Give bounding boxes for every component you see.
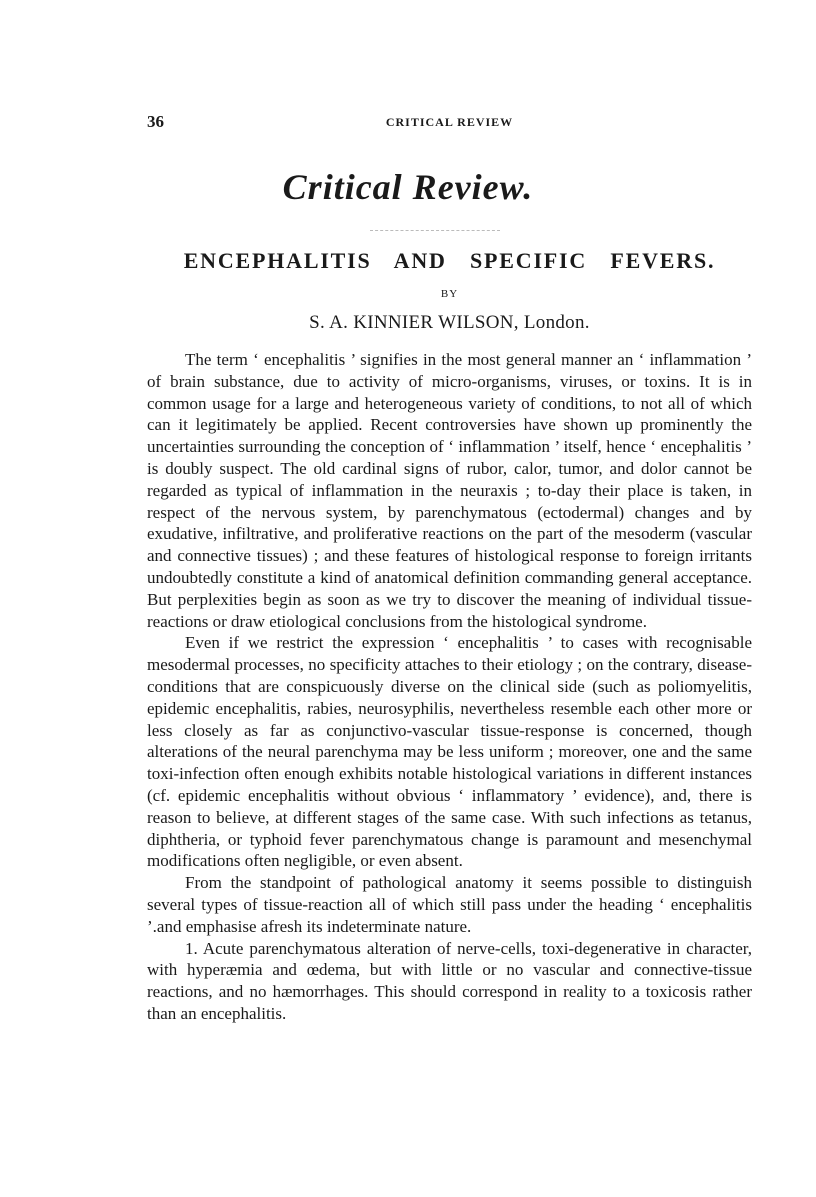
byline: BY — [440, 288, 459, 300]
article-body — [147, 349, 752, 1025]
running-title: CRITICAL REVIEW — [385, 115, 514, 129]
article-title: ENCEPHALITIS AND SPECIFIC FEVERS. — [183, 248, 716, 273]
paragraph: Even if we restrict the expression ‘ encephalitis ’ to cases with recognisable mesodermal processes, no specificity attaches to their etiology ; on the contrary, disease-conditions that are conspicuously diverse on the clinical side (such as poliomyelitis, epidemic encephalitis, rabies, neurosyphilis, nevertheless resemble each other more or less closely as far as conjunctivo-vascular tissue-response is concerned, though alterations of the neural parenchyma may be less uniform ; moreover, one and the same toxi-infection often enough exhibits notable histological variations in different instances (cf. epidemic encephalitis without obvious ‘ inflammatory ’ evidence), and, there is reason to believe, at different stages of the same case. With such infections as tetanus, diphtheria, or typhoid fever parenchymatous change is paramount and mesenchymal modifications often negligible, or even absent. — [147, 633, 752, 871]
running-head — [147, 112, 752, 132]
paragraph: 1. Acute parenchymatous alteration of nerve-cells, toxi-degenerative in character, with hyperæmia and œdema, but with little or no vascular and connective-tissue reactions, and no hæmorrhages. This should correspond in reality to a toxicosis rather than an encephalitis. — [147, 938, 752, 1023]
paragraph: The term ‘ encephalitis ’ signifies in the most general manner an ‘ inflammation ’ of brain substance, due to activity of micro-organisms, viruses, or toxins. It is in common usage for a large and heterogeneous variety of conditions, to not all of which can it legitimately be applied. Recent controversies have shown up prominently the uncertainties surrounding the conception of ‘ inflammation ’ itself, hence ‘ encephalitis ’ is doubly suspect. The old cardinal signs of rubor, calor, tumor, and dolor cannot be regarded as typical of inflammation in the neuraxis ; to-day their place is taken, in respect of the nervous system, by parenchymatous (ectodermal) changes and by exudative, infiltrative, and proliferative reactions on the part of the mesoderm (vascular and connective tissues) ; and these features of histological response to foreign irritants undoubtedly constitute a kind of anatomical definition commanding general acceptance. But perplexities begin as soon as we try to discover the meaning of individual tissue-reactions or draw etiological conclusions from the histological syndrome. — [147, 350, 752, 631]
page-number: 36 — [147, 112, 164, 131]
author-name: S. A. KINNIER WILSON, London. — [309, 312, 590, 333]
section-heading: Critical Review. — [282, 167, 534, 207]
ornamental-rule — [370, 230, 500, 232]
paragraph: From the standpoint of pathological anatomy it seems possible to distinguish several types of tissue-reaction all of which still pass under the heading ‘ encephalitis ’.and emphasise afresh its indeterminate nature. — [147, 873, 752, 936]
